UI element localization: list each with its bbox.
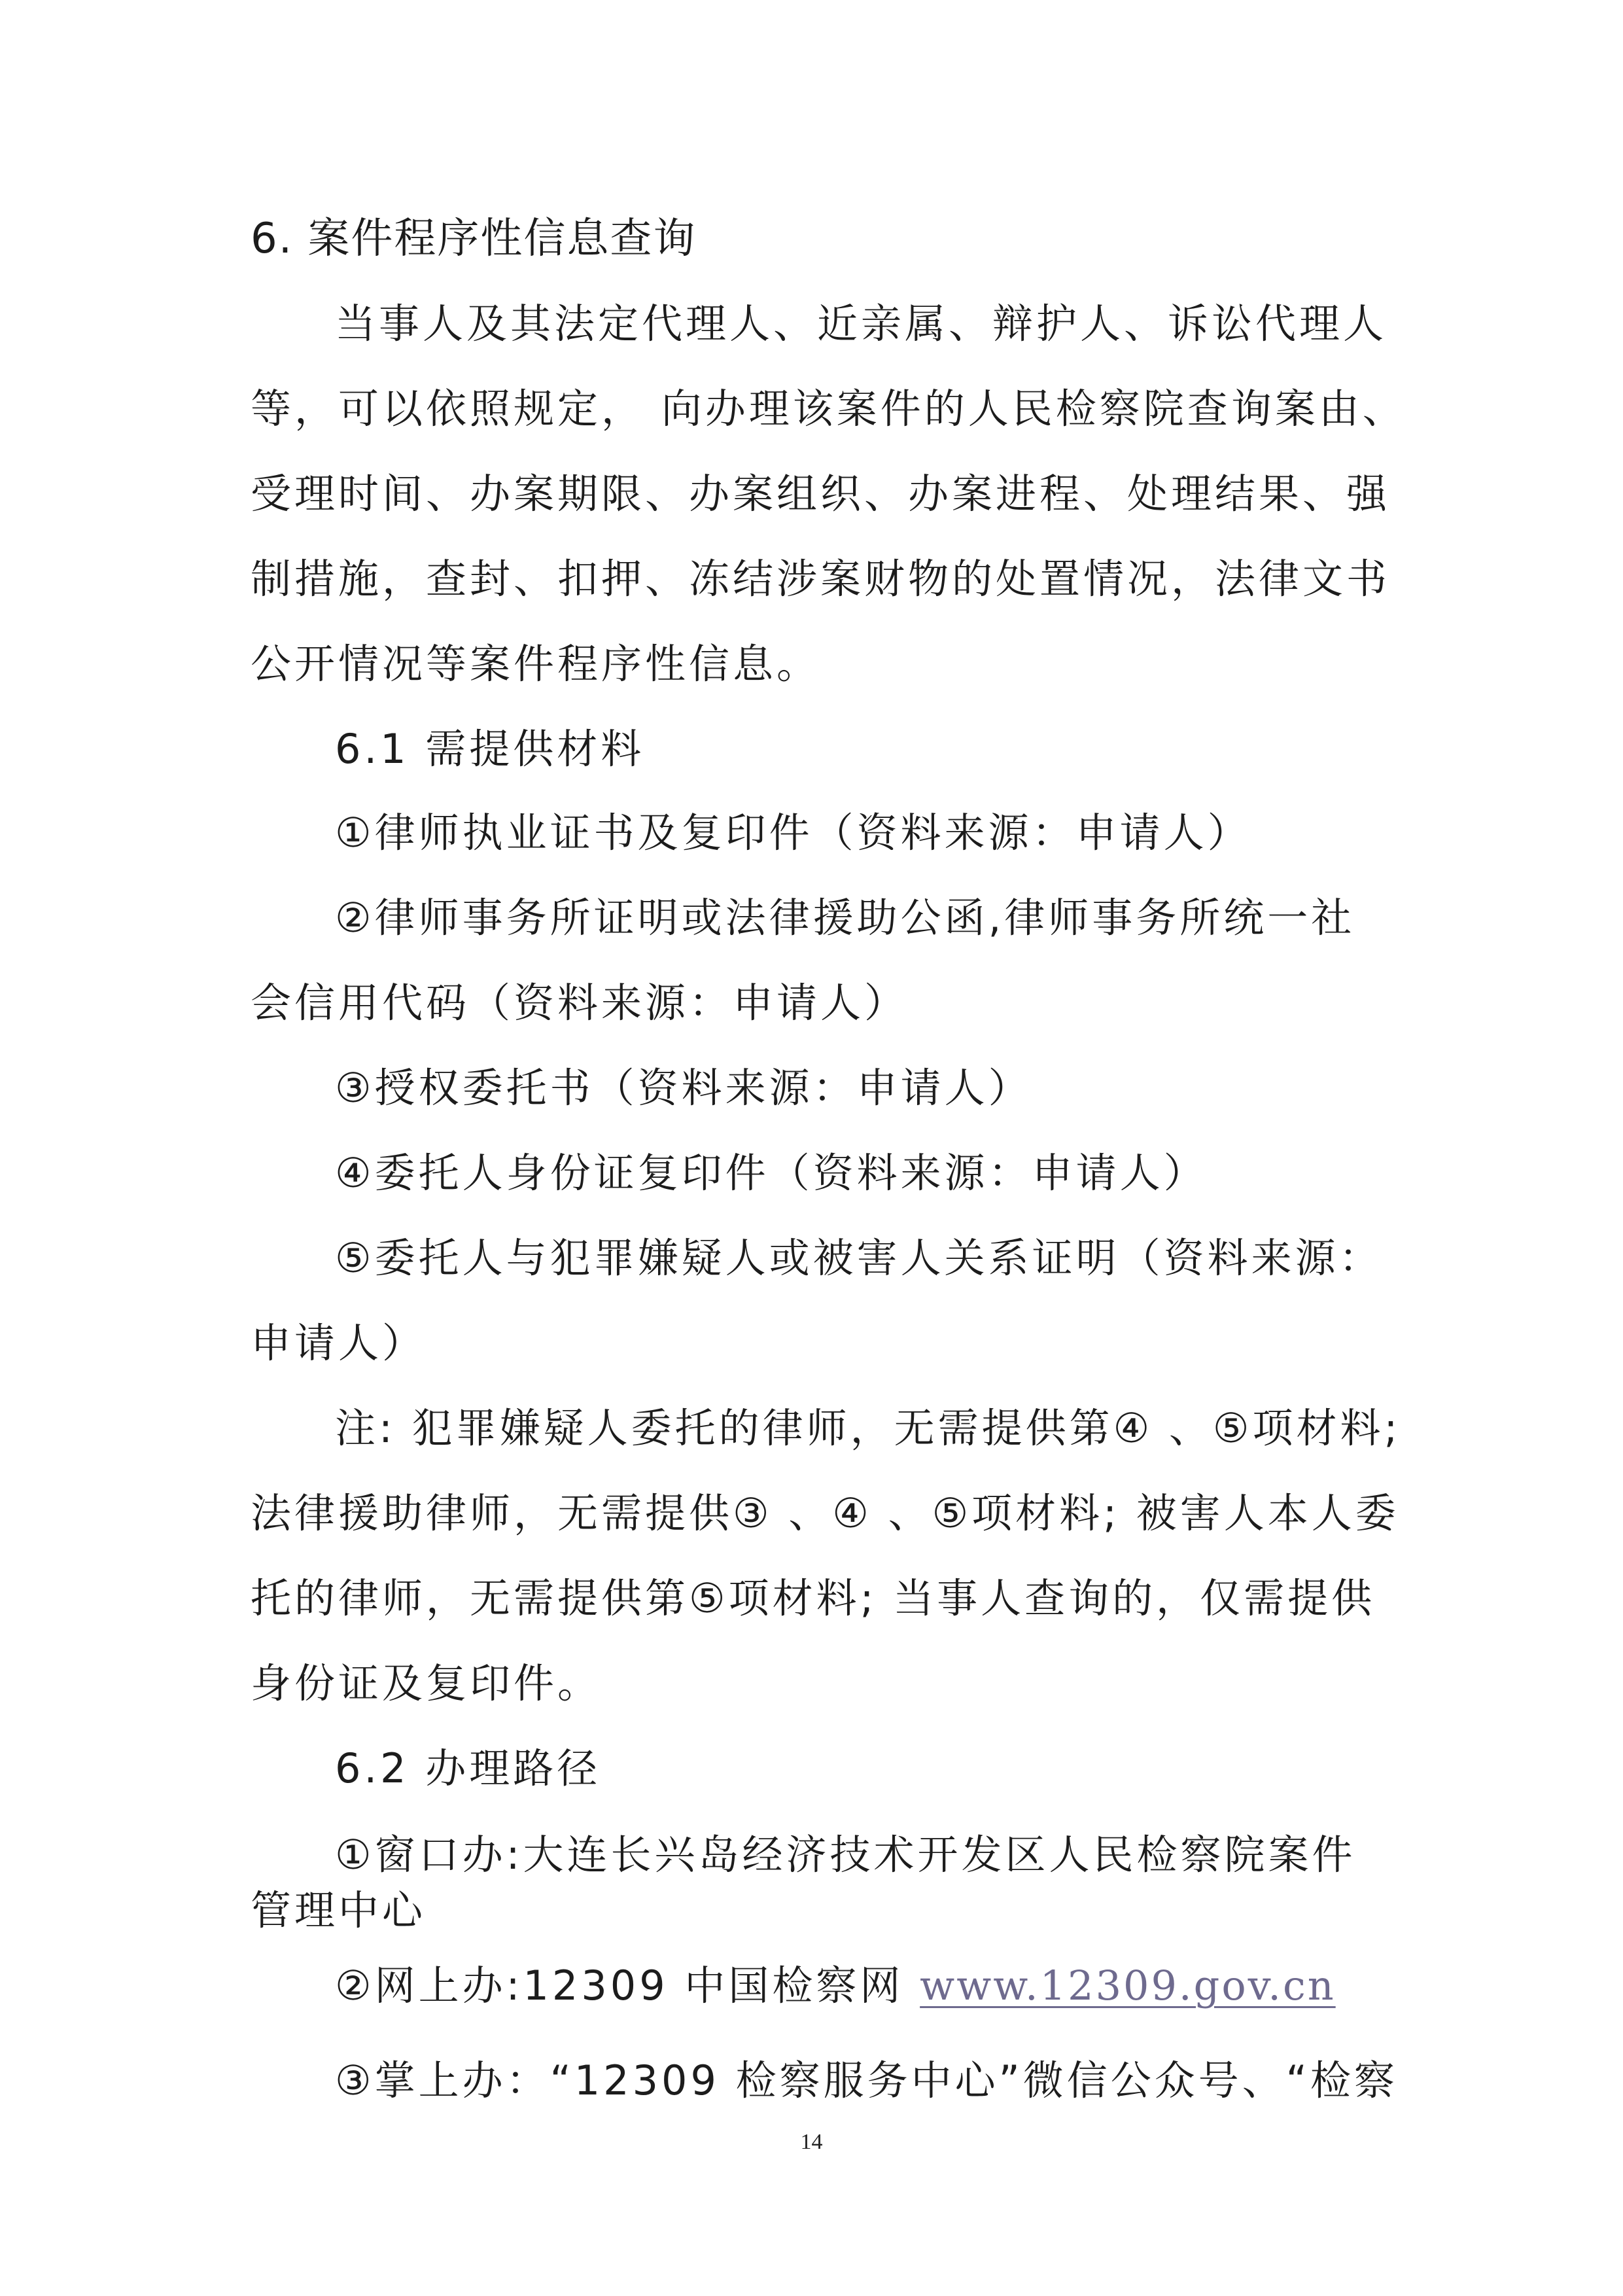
note-line-3: 托的律师，无需提供第⑤项材料; 当事人查询的，仅需提供 <box>251 1574 1376 1622</box>
online-channel-label: ②网上办:12309 中国检察网 <box>335 1962 920 2009</box>
channels-heading: 6.2 办理路径 <box>335 1744 601 1792</box>
website-link[interactable]: www.12309.gov.cn <box>920 1962 1336 2009</box>
window-channel-line-1: ①窗口办:大连长兴岛经济技术开发区人民检察院案件 <box>335 1831 1356 1879</box>
intro-line-1: 当事人及其法定代理人、近亲属、辩护人、诉讼代理人 <box>335 300 1387 347</box>
intro-line-4: 制措施，查封、扣押、冻结涉案财物的处置情况，法律文书 <box>251 555 1391 603</box>
material-item-2-line-2: 会信用代码（资料来源：申请人） <box>251 979 909 1027</box>
window-channel-line-2: 管理中心 <box>251 1886 427 1934</box>
note-line-2: 法律援助律师，无需提供③ 、④ 、⑤项材料; 被害人本人委 <box>251 1489 1399 1537</box>
note-line-1: 注: 犯罪嫌疑人委托的律师，无需提供第④ 、⑤项材料; <box>335 1404 1401 1452</box>
material-item-1: ①律师执业证书及复印件（资料来源：申请人） <box>335 809 1251 857</box>
online-channel <box>335 1963 1336 2009</box>
material-item-2-line-1: ②律师事务所证明或法律援助公函,律师事务所统一社 <box>335 894 1355 942</box>
intro-line-5: 公开情况等案件程序性信息。 <box>251 640 821 688</box>
mobile-channel: ③掌上办：“12309 检察服务中心”微信公众号、“检察 <box>335 2057 1398 2104</box>
material-item-4: ④委托人身份证复印件（资料来源：申请人） <box>335 1149 1208 1197</box>
note-line-4: 身份证及复印件。 <box>251 1659 602 1707</box>
intro-line-2: 等，可以依照规定， 向办理该案件的人民检察院查询案由、 <box>251 385 1406 433</box>
page-number: 14 <box>800 2130 823 2154</box>
material-item-3: ③授权委托书（资料来源：申请人） <box>335 1064 1032 1112</box>
intro-line-3: 受理时间、办案期限、办案组织、办案进程、处理结果、强 <box>251 470 1391 518</box>
material-item-5-line-2: 申请人） <box>251 1319 427 1367</box>
materials-heading: 6.1 需提供材料 <box>335 725 645 773</box>
material-item-5-line-1: ⑤委托人与犯罪嫌疑人或被害人关系证明（资料来源： <box>335 1234 1383 1282</box>
section-title: 6. 案件程序性信息查询 <box>251 215 697 263</box>
